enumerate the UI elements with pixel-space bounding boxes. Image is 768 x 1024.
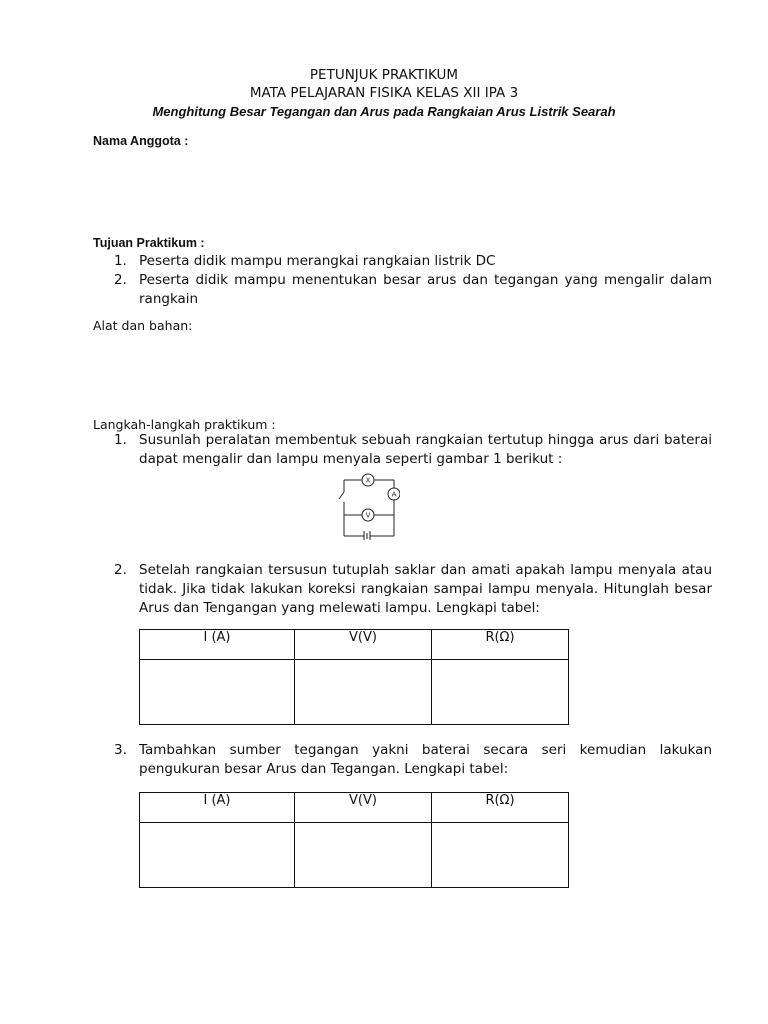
circuit-diagram bbox=[336, 470, 400, 540]
column-header-resistance: R(Ω) bbox=[432, 793, 569, 823]
table-cell-current[interactable] bbox=[140, 823, 295, 888]
list-item-number: 3. bbox=[114, 742, 127, 758]
list-item-number: 1. bbox=[114, 432, 127, 448]
results-table-1 bbox=[139, 629, 569, 725]
column-header-resistance: R(Ω) bbox=[432, 630, 569, 660]
voltmeter-label: V bbox=[365, 511, 371, 520]
steps-heading: Langkah-langkah praktikum : bbox=[93, 417, 276, 432]
table-cell-voltage[interactable] bbox=[295, 660, 432, 725]
meter-x-label: X bbox=[365, 476, 371, 485]
step-1 bbox=[114, 431, 712, 469]
list-item bbox=[114, 741, 712, 779]
results-table-2 bbox=[139, 792, 569, 888]
list-item-text: Peserta didik mampu menentukan besar arus dan tegangan yang mengalir dalam rangkain bbox=[139, 272, 712, 307]
list-item-text: Setelah rangkaian tersusun tutuplah saklar dan amati apakah lampu menyala atau tidak. Jika tidak lakukan koreksi rangkaian sampai lampu menyala. Hitunglah besar Arus dan Tengangan yang melewati lampu. Lengkapi tabel: bbox=[139, 562, 712, 616]
column-header-voltage: V(V) bbox=[295, 630, 432, 660]
table-header-row bbox=[140, 793, 569, 823]
column-header-current: I (A) bbox=[140, 793, 295, 823]
list-item-number: 2. bbox=[114, 272, 127, 288]
objectives-heading: Tujuan Praktikum : bbox=[93, 236, 205, 250]
column-header-current: I (A) bbox=[140, 630, 295, 660]
table-cell-resistance[interactable] bbox=[432, 660, 569, 725]
list-item-text: Tambahkan sumber tegangan yakni baterai secara seri kemudian lakukan pengukuran besar Arus dan Tegangan. Lengkapi tabel: bbox=[139, 742, 712, 777]
step-3 bbox=[114, 741, 712, 779]
list-item-number: 2. bbox=[114, 562, 127, 578]
document-subject: MATA PELAJARAN FISIKA KELAS XII IPA 3 bbox=[249, 85, 519, 101]
members-label: Nama Anggota : bbox=[93, 134, 189, 148]
switch-icon bbox=[339, 492, 344, 499]
ammeter-label: A bbox=[391, 490, 397, 499]
materials-label: Alat dan bahan: bbox=[93, 318, 193, 333]
list-item bbox=[114, 431, 712, 469]
list-item bbox=[114, 561, 712, 618]
step-2 bbox=[114, 561, 712, 618]
table-row bbox=[140, 660, 569, 725]
table-row bbox=[140, 823, 569, 888]
table-cell-resistance[interactable] bbox=[432, 823, 569, 888]
objectives-list bbox=[114, 252, 712, 309]
list-item bbox=[114, 271, 712, 309]
list-item-number: 1. bbox=[114, 253, 127, 269]
table-header-row bbox=[140, 630, 569, 660]
document-topic: Menghitung Besar Tegangan dan Arus pada Rangkaian Arus Listrik Searah bbox=[152, 104, 616, 119]
column-header-voltage: V(V) bbox=[295, 793, 432, 823]
list-item bbox=[114, 252, 712, 271]
document-title: PETUNJUK PRAKTIKUM bbox=[309, 67, 459, 83]
list-item-text: Susunlah peralatan membentuk sebuah rangkaian tertutup hingga arus dari baterai dapat mengalir dan lampu menyala seperti gambar 1 berikut : bbox=[139, 432, 712, 467]
table-cell-voltage[interactable] bbox=[295, 823, 432, 888]
list-item-text: Peserta didik mampu merangkai rangkaian listrik DC bbox=[139, 253, 496, 269]
table-cell-current[interactable] bbox=[140, 660, 295, 725]
